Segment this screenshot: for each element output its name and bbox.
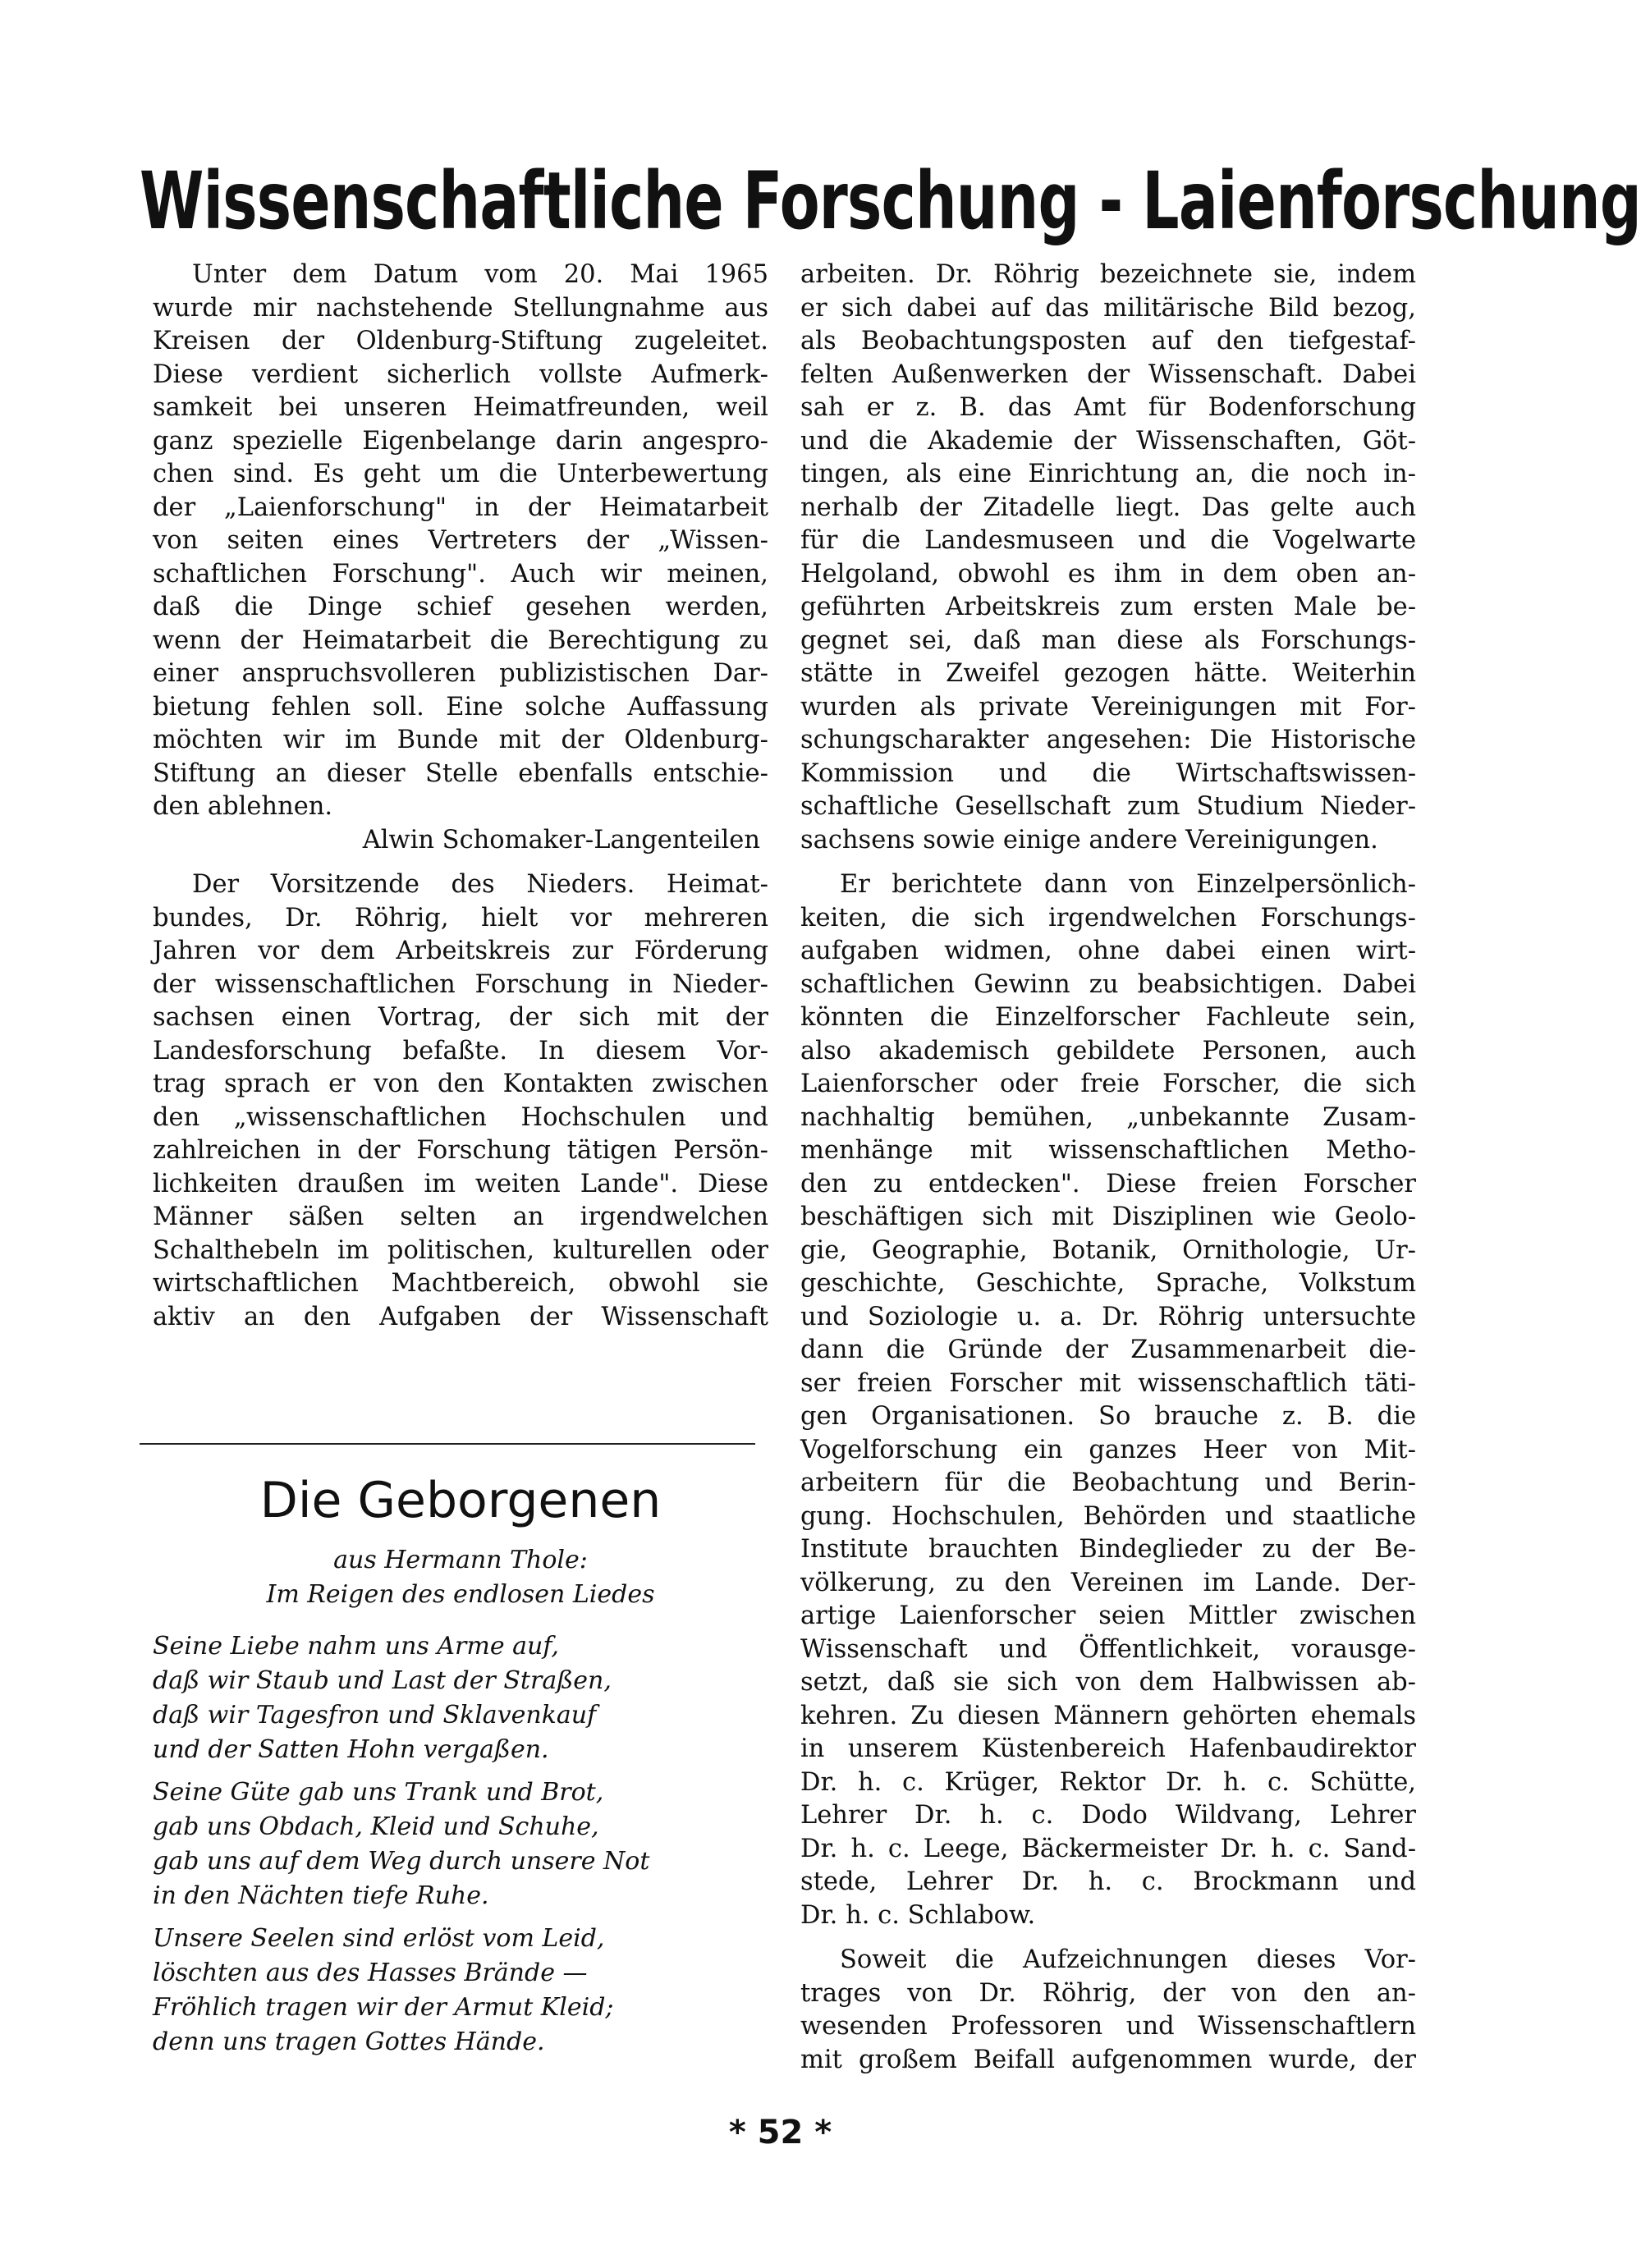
text-line: Helgoland, obwohl es ihm in dem oben an-	[800, 559, 1416, 589]
text-line: Landesforschung befaßte. In diesem Vor-	[153, 1036, 768, 1065]
text-line: Soweit die Aufzeichnungen dieses Vor-	[840, 1945, 1416, 1974]
body-paragraph	[800, 868, 1416, 1932]
text-line: daß die Dinge schief gesehen werden,	[153, 593, 768, 621]
text-line: Der Vorsitzende des Nieders. Heimat-	[192, 870, 768, 899]
text-line: schaftlichen Gewinn zu beabsichtigen. Dabei	[800, 969, 1416, 999]
text-line: wesenden Professoren und Wissenschaftlern	[800, 2012, 1416, 2041]
text-line: in unserem Küstenbereich Hafenbaudirektor	[800, 1734, 1416, 1763]
text-line: zahlreichen in der Forschung tätigen Persön-	[153, 1136, 768, 1165]
text-line: Schalthebeln im politischen, kulturellen oder	[153, 1235, 768, 1265]
text-line: als Beobachtungsposten auf den tiefgestaf-	[800, 327, 1416, 355]
section-divider	[140, 1443, 755, 1445]
intro-paragraph	[153, 259, 768, 824]
text-line: schungscharakter angesehen: Die Historische	[800, 726, 1416, 754]
text-line: geführten Arbeitskreis zum ersten Male be-	[800, 593, 1416, 621]
poem-line: und der Satten Hohn vergaßen.	[153, 1735, 549, 1764]
poem-line: denn uns tragen Gottes Hände.	[153, 2027, 545, 2056]
text-line: sachsens sowie einige andere Vereinigungen.	[800, 825, 1378, 855]
text-line: schaftliche Gesellschaft zum Studium Nieder-	[800, 792, 1416, 821]
text-line: Vogelforschung ein ganzes Heer von Mit-	[800, 1435, 1416, 1464]
text-line: Kreisen der Oldenburg-Stiftung zugeleitet.	[153, 327, 768, 355]
paragraph-gap	[800, 857, 1416, 868]
poem-body	[153, 1629, 768, 2060]
paragraph-gap	[800, 1932, 1416, 1944]
text-line: Laienforscher oder freie Forscher, die sich	[800, 1070, 1416, 1098]
text-line: nachhaltig bemühen, „unbekannte Zusam-	[800, 1102, 1416, 1132]
text-line: Unter dem Datum vom 20. Mai 1965	[192, 260, 768, 289]
text-line: gie, Geographie, Botanik, Ornithologie, Ur-	[800, 1235, 1416, 1265]
stanza-gap	[153, 1767, 768, 1775]
text-line: Kommission und die Wirtschaftswissen-	[800, 758, 1416, 788]
text-line: Wissenschaft und Öffentlichkeit, vorausge-	[800, 1634, 1416, 1664]
text-line: Dr. h. c. Krüger, Rektor Dr. h. c. Schütte,	[800, 1767, 1416, 1797]
text-line: den „wissenschaftlichen Hochschulen und	[153, 1102, 768, 1132]
text-line: gegnet sei, daß man diese als Forschungs-	[800, 625, 1416, 655]
text-line: gung. Hochschulen, Behörden und staatliche	[800, 1501, 1416, 1531]
text-line: trages von Dr. Röhrig, der von den an-	[800, 1978, 1416, 2008]
text-line: ganz spezielle Eigenbelange darin angespro-	[153, 426, 768, 456]
left-column	[153, 259, 768, 1334]
text-line: menhänge mit wissenschaftlichen Metho-	[800, 1136, 1416, 1165]
poem-title: Die Geborgenen	[259, 1472, 662, 1529]
poem-line: in den Nächten tiefe Ruhe.	[153, 1881, 489, 1910]
poem-line: löschten aus des Hasses Brände —	[153, 1959, 588, 1987]
text-line: wirtschaftlichen Machtbereich, obwohl sie	[153, 1269, 768, 1298]
text-line: stätte in Zweifel gezogen hätte. Weiterhin	[800, 659, 1416, 688]
text-line: Dr. h. c. Leege, Bäckermeister Dr. h. c. Sand-	[800, 1834, 1416, 1863]
body-paragraph	[153, 868, 768, 1334]
text-line: Jahren vor dem Arbeitskreis zur Förderung	[153, 937, 768, 965]
text-line: sachsen einen Vortrag, der sich mit der	[153, 1003, 768, 1032]
text-line: keiten, die sich irgendwelchen Forschungs-	[800, 903, 1416, 932]
text-line: aufgaben widmen, ohne dabei einen wirt-	[800, 937, 1416, 965]
poem-line: Fröhlich tragen wir der Armut Kleid;	[153, 1993, 614, 2022]
text-line: nerhalb der Zitadelle liegt. Das gelte auch	[800, 493, 1416, 522]
text-line: Dr. h. c. Schlabow.	[800, 1900, 1036, 1930]
text-line: den zu entdecken". Diese freien Forscher	[800, 1169, 1416, 1198]
text-line: stede, Lehrer Dr. h. c. Brockmann und	[800, 1867, 1416, 1896]
poem-stanza	[153, 1629, 768, 1767]
poem-line: Unsere Seelen sind erlöst vom Leid,	[153, 1924, 605, 1953]
text-line: Männer säßen selten an irgendwelchen	[153, 1203, 768, 1231]
text-line: einer anspruchsvolleren publizistischen Dar-	[153, 659, 768, 688]
text-line: er sich dabei auf das militärische Bild bezog,	[800, 293, 1416, 323]
text-line: Lehrer Dr. h. c. Dodo Wildvang, Lehrer	[800, 1801, 1416, 1830]
poem-stanza	[153, 1922, 768, 2060]
text-line: trag sprach er von den Kontakten zwischen	[153, 1070, 768, 1098]
text-line: den ablehnen.	[153, 792, 333, 821]
poem-line: daß wir Tagesfron und Sklavenkauf	[153, 1701, 597, 1730]
body-paragraph	[800, 1944, 1416, 2077]
poem-line: Seine Güte gab uns Trank und Brot,	[153, 1778, 604, 1807]
text-line: und die Akademie der Wissenschaften, Göt-	[800, 426, 1416, 456]
text-line: dann die Gründe der Zusammenarbeit die-	[800, 1336, 1416, 1364]
poem-line: Seine Liebe nahm uns Arme auf,	[153, 1632, 559, 1661]
text-line: Diese verdient sicherlich vollste Aufmerk-	[153, 360, 768, 389]
stanza-gap	[153, 1913, 768, 1922]
text-line: felten Außenwerken der Wissenschaft. Dabei	[800, 360, 1416, 389]
text-line: geschichte, Geschichte, Sprache, Volkstum	[800, 1269, 1416, 1298]
poem-stanza	[153, 1775, 768, 1913]
text-line: tingen, als eine Einrichtung an, die noch in-	[800, 460, 1416, 488]
text-line: samkeit bei unseren Heimatfreunden, weil	[153, 393, 768, 422]
text-line: sah er z. B. das Amt für Bodenforschung	[800, 393, 1416, 422]
text-line: Institute brauchten Bindeglieder zu der Be-	[800, 1535, 1416, 1564]
poem-source-line: aus Hermann Thole:	[333, 1546, 588, 1574]
poem-line: gab uns auf dem Weg durch unsere Not	[153, 1847, 650, 1876]
text-line: beschäftigen sich mit Disziplinen wie Geolo-	[800, 1203, 1416, 1231]
text-line: mit großem Beifall aufgenommen wurde, der	[800, 2045, 1416, 2074]
text-line: von seiten eines Vertreters der „Wissen-	[153, 526, 768, 555]
text-line: lichkeiten draußen im weiten Lande". Diese	[153, 1169, 768, 1198]
text-line: bietung fehlen soll. Eine solche Auffassung	[153, 692, 768, 722]
poem-source-line: Im Reigen des endlosen Liedes	[266, 1580, 655, 1609]
text-line: der „Laienforschung" in der Heimatarbeit	[153, 493, 768, 522]
text-line: artige Laienforscher seien Mittler zwischen	[800, 1601, 1416, 1630]
page-number: * 52 *	[728, 2114, 832, 2151]
text-line: ser freien Forscher mit wissenschaftlich täti-	[800, 1368, 1416, 1398]
text-line: könnten die Einzelforscher Fachleute sein,	[800, 1003, 1416, 1032]
text-line: völkerung, zu den Vereinen im Lande. Der-	[800, 1568, 1416, 1597]
poem-line: daß wir Staub und Last der Straßen,	[153, 1666, 612, 1695]
text-line: und Soziologie u. a. Dr. Röhrig untersuchte	[800, 1302, 1416, 1331]
text-line: Stiftung an dieser Stelle ebenfalls entschie-	[153, 758, 768, 788]
body-paragraph	[800, 259, 1416, 857]
text-line: arbeiten. Dr. Röhrig bezeichnete sie, indem	[800, 260, 1416, 289]
text-line: setzt, daß sie sich von dem Halbwissen ab-	[800, 1668, 1416, 1697]
poem-source	[153, 1543, 768, 1612]
poem-line: gab uns Obdach, Kleid und Schuhe,	[153, 1812, 599, 1841]
right-column	[800, 259, 1416, 2077]
text-line: aktiv an den Aufgaben der Wissenschaft	[153, 1302, 768, 1331]
text-line: möchten wir im Bunde mit der Oldenburg-	[153, 726, 768, 754]
paragraph-gap	[153, 857, 768, 868]
article-title	[140, 140, 1641, 263]
text-line: wurde mir nachstehende Stellungnahme aus	[153, 293, 768, 323]
text-line: also akademisch gebildete Personen, auch	[800, 1036, 1416, 1065]
text-line: schaftlichen Forschung". Auch wir meinen,	[153, 559, 768, 589]
article-title-text: Wissenschaftliche Forschung - Laienforschung	[140, 155, 1641, 247]
text-line: bundes, Dr. Röhrig, hielt vor mehreren	[153, 903, 768, 932]
text-line: für die Landesmuseen und die Vogelwarte	[800, 526, 1416, 555]
text-line: arbeitern für die Beobachtung und Berin-	[800, 1468, 1416, 1497]
text-line: kehren. Zu diesen Männern gehörten ehemals	[800, 1701, 1416, 1730]
text-line: Er berichtete dann von Einzelpersönlich-	[840, 870, 1416, 899]
text-line: der wissenschaftlichen Forschung in Nieder-	[153, 969, 768, 999]
text-line: wurden als private Vereinigungen mit For-	[800, 692, 1416, 722]
text-line: chen sind. Es geht um die Unterbewertung	[153, 460, 768, 488]
text-line: gen Organisationen. So brauche z. B. die	[800, 1402, 1416, 1431]
signature: Alwin Schomaker-Langenteilen	[362, 825, 760, 855]
text-line: wenn der Heimatarbeit die Berechtigung zu	[153, 625, 768, 655]
